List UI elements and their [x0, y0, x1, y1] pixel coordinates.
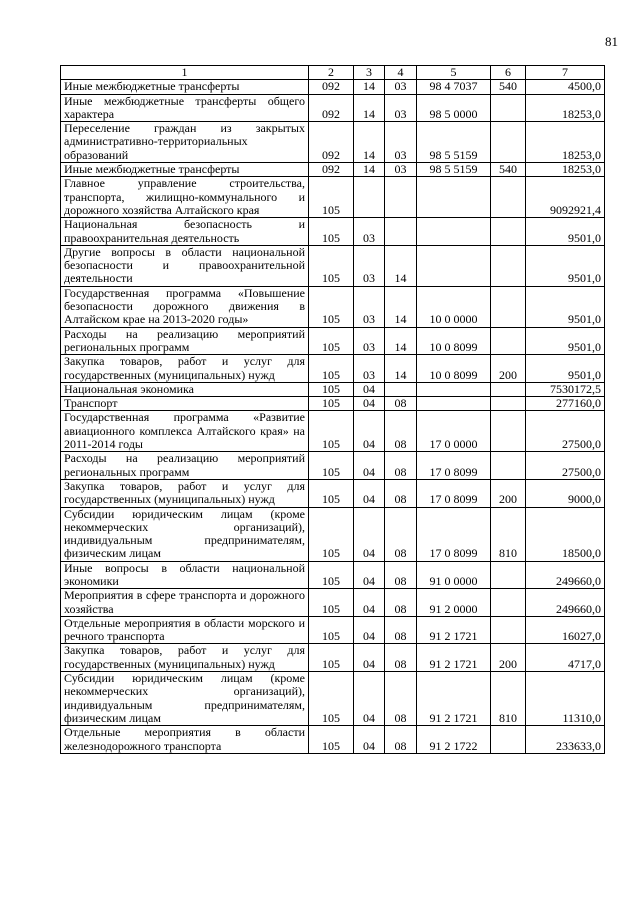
cell-name: Субсидии юридическим лицам (кроме некоммерческих организаций), индивидуальным предпринимателям, физическим лицам: [61, 507, 309, 561]
cell-col7: 9501,0: [526, 218, 605, 246]
cell-col5: [417, 245, 491, 286]
column-header-4: 4: [385, 66, 417, 80]
cell-col5: 98 5 5159: [417, 122, 491, 163]
table-row: [61, 411, 605, 452]
cell-col2: 092: [309, 94, 354, 122]
column-header-2: 2: [309, 66, 354, 80]
cell-col5: 91 2 1721: [417, 644, 491, 672]
cell-col2: 105: [309, 218, 354, 246]
cell-name: Отдельные мероприятия в области морского и речного транспорта: [61, 616, 309, 644]
cell-col2: 105: [309, 616, 354, 644]
cell-col7: 9501,0: [526, 327, 605, 355]
cell-col3: [354, 177, 385, 218]
cell-col6: [491, 177, 526, 218]
cell-col7: 27500,0: [526, 452, 605, 480]
cell-col6: 810: [491, 507, 526, 561]
cell-name: Закупка товаров, работ и услуг для государственных (муниципальных) нужд: [61, 479, 309, 507]
cell-col3: 14: [354, 122, 385, 163]
cell-col3: 04: [354, 672, 385, 726]
cell-col5: [417, 397, 491, 411]
cell-col2: 105: [309, 561, 354, 589]
cell-col7: 9501,0: [526, 286, 605, 327]
cell-col4: 03: [385, 94, 417, 122]
cell-col6: [491, 452, 526, 480]
cell-col3: 14: [354, 94, 385, 122]
cell-col2: 105: [309, 507, 354, 561]
cell-name: Главное управление строительства, транспорта, жилищно-коммунального и дорожного хозяйства Алтайского края: [61, 177, 309, 218]
cell-col4: 08: [385, 507, 417, 561]
cell-col7: 4500,0: [526, 80, 605, 94]
table-row: [61, 479, 605, 507]
cell-col4: [385, 218, 417, 246]
cell-col3: 04: [354, 726, 385, 754]
cell-col3: 03: [354, 218, 385, 246]
cell-col5: 91 2 1721: [417, 616, 491, 644]
cell-col3: 03: [354, 286, 385, 327]
cell-col3: 03: [354, 327, 385, 355]
page-number: 81: [605, 34, 618, 49]
cell-col7: 277160,0: [526, 397, 605, 411]
cell-col6: 810: [491, 672, 526, 726]
cell-col6: 540: [491, 163, 526, 177]
cell-col3: 04: [354, 644, 385, 672]
table-row: [61, 245, 605, 286]
cell-col2: 105: [309, 479, 354, 507]
cell-col7: 233633,0: [526, 726, 605, 754]
cell-name: Субсидии юридическим лицам (кроме некоммерческих организаций), индивидуальным предпринимателям, физическим лицам: [61, 672, 309, 726]
cell-col7: 9501,0: [526, 355, 605, 383]
cell-col3: 03: [354, 355, 385, 383]
cell-name: Национальная безопасность и правоохранительная деятельность: [61, 218, 309, 246]
column-header-1: 1: [61, 66, 309, 80]
cell-col5: 98 4 7037: [417, 80, 491, 94]
cell-col2: 105: [309, 286, 354, 327]
cell-col2: 105: [309, 177, 354, 218]
cell-col5: 10 0 8099: [417, 355, 491, 383]
table-row: [61, 80, 605, 94]
cell-col2: 092: [309, 163, 354, 177]
cell-col3: 04: [354, 479, 385, 507]
cell-col7: 7530172,5: [526, 382, 605, 396]
cell-col5: 17 0 0000: [417, 411, 491, 452]
cell-col6: [491, 411, 526, 452]
column-header-5: 5: [417, 66, 491, 80]
cell-col4: 08: [385, 397, 417, 411]
cell-col5: [417, 382, 491, 396]
table-row: [61, 507, 605, 561]
column-header-6: 6: [491, 66, 526, 80]
cell-col6: [491, 245, 526, 286]
cell-col6: [491, 382, 526, 396]
table-row: [61, 122, 605, 163]
cell-name: Государственная программа «Развитие авиационного комплекса Алтайского края» на 2011-2014 годы: [61, 411, 309, 452]
table-row: [61, 177, 605, 218]
table-row: [61, 644, 605, 672]
cell-col7: 27500,0: [526, 411, 605, 452]
cell-col7: 18253,0: [526, 94, 605, 122]
cell-col4: 08: [385, 726, 417, 754]
cell-col4: 08: [385, 644, 417, 672]
cell-col4: 08: [385, 479, 417, 507]
table-row: [61, 286, 605, 327]
cell-col6: [491, 561, 526, 589]
table-row: [61, 589, 605, 617]
cell-col6: [491, 286, 526, 327]
cell-col2: 105: [309, 672, 354, 726]
cell-col3: 04: [354, 616, 385, 644]
cell-col5: 17 0 8099: [417, 452, 491, 480]
cell-col3: 04: [354, 561, 385, 589]
cell-col2: 105: [309, 245, 354, 286]
table-row: [61, 672, 605, 726]
table-row: [61, 327, 605, 355]
cell-name: Государственная программа «Повышение безопасности дорожного движения в Алтайском крае на 2013-2020 годы»: [61, 286, 309, 327]
cell-col4: 08: [385, 672, 417, 726]
table-row: [61, 218, 605, 246]
cell-col6: 200: [491, 355, 526, 383]
table-row: [61, 726, 605, 754]
cell-col4: 03: [385, 80, 417, 94]
cell-name: Закупка товаров, работ и услуг для государственных (муниципальных) нужд: [61, 355, 309, 383]
cell-col3: 04: [354, 507, 385, 561]
cell-col5: 91 2 0000: [417, 589, 491, 617]
cell-col5: 98 5 5159: [417, 163, 491, 177]
cell-name: Иные межбюджетные трансферты: [61, 80, 309, 94]
cell-col7: 16027,0: [526, 616, 605, 644]
cell-col4: 14: [385, 355, 417, 383]
cell-col3: 04: [354, 411, 385, 452]
cell-col7: 18253,0: [526, 163, 605, 177]
cell-col7: 9092921,4: [526, 177, 605, 218]
cell-col5: 91 0 0000: [417, 561, 491, 589]
cell-col5: 91 2 1722: [417, 726, 491, 754]
column-header-7: 7: [526, 66, 605, 80]
cell-col3: 14: [354, 80, 385, 94]
cell-col5: 98 5 0000: [417, 94, 491, 122]
cell-col4: [385, 382, 417, 396]
cell-col6: 200: [491, 644, 526, 672]
cell-col4: 08: [385, 616, 417, 644]
cell-col2: 105: [309, 327, 354, 355]
cell-col6: [491, 327, 526, 355]
cell-col4: 14: [385, 286, 417, 327]
cell-col2: 105: [309, 644, 354, 672]
cell-col7: 249660,0: [526, 561, 605, 589]
cell-col2: 105: [309, 411, 354, 452]
table-row: [61, 616, 605, 644]
cell-name: Транспорт: [61, 397, 309, 411]
cell-col7: 18253,0: [526, 122, 605, 163]
cell-col5: 10 0 8099: [417, 327, 491, 355]
cell-col3: 04: [354, 589, 385, 617]
cell-col6: [491, 616, 526, 644]
cell-name: Другие вопросы в области национальной безопасности и правоохранительной деятельности: [61, 245, 309, 286]
table-row: [61, 163, 605, 177]
cell-name: Расходы на реализацию мероприятий региональных программ: [61, 327, 309, 355]
cell-col5: 17 0 8099: [417, 507, 491, 561]
cell-col4: 08: [385, 452, 417, 480]
cell-col7: 249660,0: [526, 589, 605, 617]
cell-col3: 04: [354, 452, 385, 480]
cell-col3: 14: [354, 163, 385, 177]
cell-col6: 540: [491, 80, 526, 94]
cell-col6: [491, 589, 526, 617]
cell-name: Иные межбюджетные трансферты: [61, 163, 309, 177]
cell-name: Национальная экономика: [61, 382, 309, 396]
table-row: [61, 397, 605, 411]
cell-col2: 105: [309, 452, 354, 480]
cell-col6: 200: [491, 479, 526, 507]
cell-col5: [417, 218, 491, 246]
cell-col5: 17 0 8099: [417, 479, 491, 507]
cell-col6: [491, 218, 526, 246]
cell-col2: 105: [309, 726, 354, 754]
cell-name: Расходы на реализацию мероприятий региональных программ: [61, 452, 309, 480]
cell-col4: 08: [385, 411, 417, 452]
cell-col3: 04: [354, 397, 385, 411]
cell-col7: 18500,0: [526, 507, 605, 561]
cell-name: Переселение граждан из закрытых административно-территориальных образований: [61, 122, 309, 163]
cell-col4: 14: [385, 245, 417, 286]
cell-col6: [491, 397, 526, 411]
cell-name: Иные вопросы в области национальной экономики: [61, 561, 309, 589]
cell-col5: 10 0 0000: [417, 286, 491, 327]
cell-col2: 105: [309, 589, 354, 617]
table-row: [61, 382, 605, 396]
table-row: [61, 561, 605, 589]
table-row: [61, 452, 605, 480]
table-header-row: [61, 66, 605, 80]
cell-col7: 9000,0: [526, 479, 605, 507]
cell-name: Отдельные мероприятия в области железнодорожного транспорта: [61, 726, 309, 754]
cell-col3: 04: [354, 382, 385, 396]
cell-col6: [491, 726, 526, 754]
cell-col4: 08: [385, 589, 417, 617]
cell-col6: [491, 94, 526, 122]
cell-col3: 03: [354, 245, 385, 286]
cell-name: Иные межбюджетные трансферты общего характера: [61, 94, 309, 122]
cell-col2: 105: [309, 382, 354, 396]
cell-name: Мероприятия в сфере транспорта и дорожного хозяйства: [61, 589, 309, 617]
cell-col7: 11310,0: [526, 672, 605, 726]
cell-col4: 08: [385, 561, 417, 589]
table-row: [61, 355, 605, 383]
cell-name: Закупка товаров, работ и услуг для государственных (муниципальных) нужд: [61, 644, 309, 672]
cell-col4: 03: [385, 163, 417, 177]
cell-col5: 91 2 1721: [417, 672, 491, 726]
cell-col6: [491, 122, 526, 163]
cell-col2: 105: [309, 397, 354, 411]
cell-col4: 03: [385, 122, 417, 163]
cell-col2: 105: [309, 355, 354, 383]
table-row: [61, 94, 605, 122]
column-header-3: 3: [354, 66, 385, 80]
cell-col2: 092: [309, 122, 354, 163]
cell-col7: 4717,0: [526, 644, 605, 672]
cell-col4: [385, 177, 417, 218]
budget-table: [60, 65, 605, 754]
cell-col5: [417, 177, 491, 218]
cell-col4: 14: [385, 327, 417, 355]
cell-col7: 9501,0: [526, 245, 605, 286]
cell-col2: 092: [309, 80, 354, 94]
